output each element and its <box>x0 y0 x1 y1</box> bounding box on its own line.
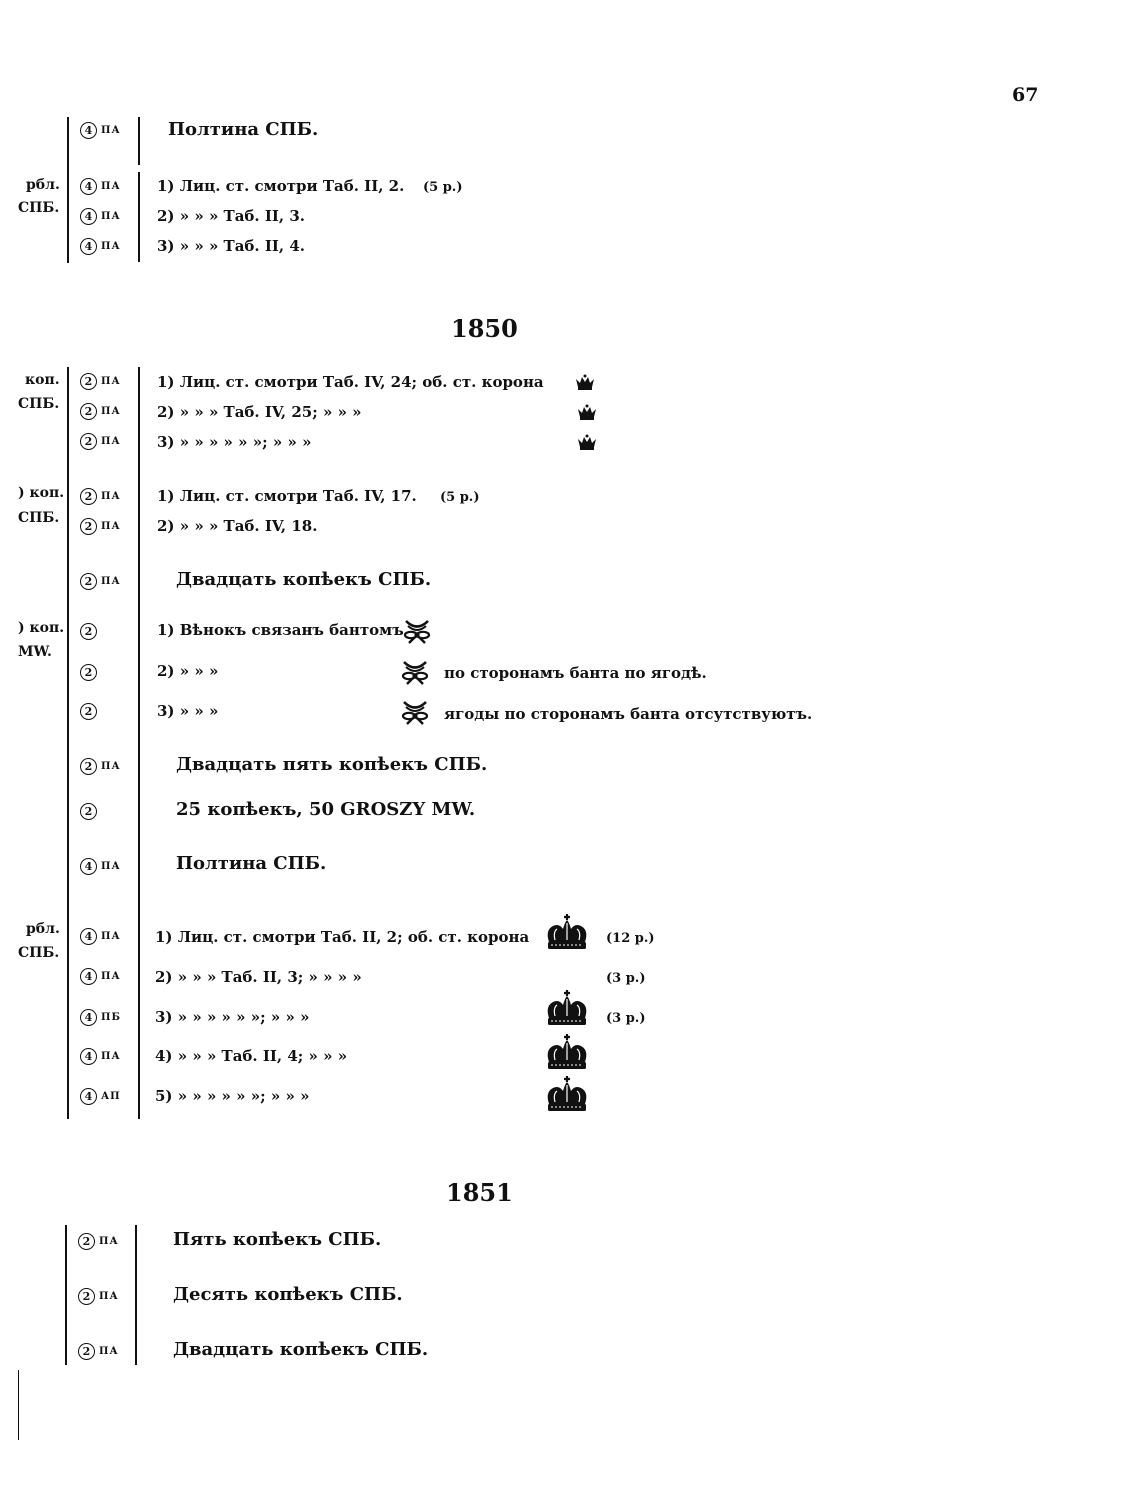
column-rule <box>138 117 140 165</box>
entry-text: 3) » » » <box>157 702 219 720</box>
entry-text: 2) » » » Таб. IV, 25; » » » <box>157 403 362 421</box>
entry-text: Пять копѣекъ СПБ. <box>173 1229 382 1250</box>
column-rule <box>135 1225 137 1365</box>
column-rule <box>65 1225 67 1365</box>
entry-text: Десять копѣекъ СПБ. <box>173 1284 403 1305</box>
entry-text: 3) » » » » » »; » » » <box>155 1008 310 1026</box>
entry-text: 1) Вѣнокъ связанъ бантомъ <box>157 621 404 639</box>
page-number: 67 <box>1012 84 1039 106</box>
denomination-label: рбл. <box>26 921 60 937</box>
mint-badge: 2 ПА <box>80 488 121 505</box>
entry-text: 5) » » » » » »; » » » <box>155 1087 310 1105</box>
column-rule <box>67 117 69 263</box>
mint-label: СПБ. <box>18 200 60 216</box>
entry-text: 2) » » » Таб. IV, 18. <box>157 517 318 535</box>
year-heading: 1850 <box>451 314 518 343</box>
entry-text: Полтина СПБ. <box>168 119 319 140</box>
imperial-crown-icon <box>543 1076 591 1116</box>
entry-text: Двадцать копѣекъ СПБ. <box>173 1339 429 1360</box>
denomination-label: ) коп. <box>18 485 65 501</box>
entry-text: 3) » » » Таб. II, 4. <box>157 237 306 255</box>
mint-badge: 2 ПА <box>78 1288 119 1305</box>
wreath-bow-icon <box>402 618 432 644</box>
rarity-note: (5 р.) <box>440 490 480 505</box>
entry-text: 3) » » » » » »; » » » <box>157 433 312 451</box>
entry-text: 2) » » » Таб. II, 3; » » » » <box>155 968 362 986</box>
column-rule <box>138 172 140 262</box>
mint-badge: 4 АП <box>80 1088 121 1105</box>
mint-badge: 2 ПА <box>80 758 121 775</box>
imperial-crown-icon <box>543 1034 591 1074</box>
rarity-note: (3 р.) <box>606 1011 646 1026</box>
mint-badge: 4 ПА <box>80 122 121 139</box>
wreath-bow-icon <box>400 659 430 685</box>
denomination-label: ) коп. <box>18 620 65 636</box>
mint-badge: 2 ПА <box>80 433 121 450</box>
entry-text: 1) Лиц. ст. смотри Таб. IV, 17. <box>157 487 417 505</box>
mint-badge: 4 ПА <box>80 208 121 225</box>
mint-label: СПБ. <box>18 945 60 961</box>
mint-badge: 2 <box>80 803 97 820</box>
entry-text: Полтина СПБ. <box>176 853 327 874</box>
mint-badge: 4 ПА <box>80 968 121 985</box>
year-heading: 1851 <box>446 1178 513 1207</box>
denomination-label: рбл. <box>26 177 60 193</box>
mint-badge: 4 ПА <box>80 178 121 195</box>
wreath-bow-icon <box>400 699 430 725</box>
entry-text-tail: ягоды по сторонамъ банта отсутствуютъ. <box>444 705 813 723</box>
mint-badge: 4 ПА <box>80 928 121 945</box>
margin-mark <box>18 1370 19 1440</box>
entry-text: 1) Лиц. ст. смотри Таб. IV, 24; об. ст. корона <box>157 373 544 391</box>
denomination-label: коп. <box>25 372 60 388</box>
mint-badge: 2 ПА <box>78 1233 119 1250</box>
mint-badge: 4 ПА <box>80 238 121 255</box>
entry-text: 25 копѣекъ, 50 GROSZY MW. <box>176 799 476 820</box>
entry-text: 1) Лиц. ст. смотри Таб. II, 2; об. ст. корона <box>155 928 530 946</box>
crown-icon <box>577 434 597 450</box>
mint-badge: 4 ПА <box>80 858 121 875</box>
mint-badge: 2 ПА <box>80 373 121 390</box>
mint-badge: 2 ПА <box>78 1343 119 1360</box>
rarity-note: (3 р.) <box>606 971 646 986</box>
mint-badge: 2 <box>80 623 97 640</box>
mint-badge: 4 ПА <box>80 1048 121 1065</box>
column-rule <box>67 367 69 1119</box>
mint-label: MW. <box>18 644 52 660</box>
entry-text: Двадцать копѣекъ СПБ. <box>176 569 432 590</box>
imperial-crown-icon <box>543 990 591 1030</box>
entry-text: 2) » » » <box>157 662 219 680</box>
mint-badge: 2 ПА <box>80 518 121 535</box>
mint-label: СПБ. <box>18 510 60 526</box>
mint-badge: 4 ПБ <box>80 1009 121 1026</box>
entry-text: 4) » » » Таб. II, 4; » » » <box>155 1047 348 1065</box>
entry-text: 1) Лиц. ст. смотри Таб. II, 2. <box>157 177 405 195</box>
entry-text-tail: по сторонамъ банта по ягодѣ. <box>444 664 707 682</box>
crown-icon <box>575 374 595 390</box>
rarity-note: (5 р.) <box>423 180 463 195</box>
mint-label: СПБ. <box>18 396 60 412</box>
entry-text: Двадцать пять копѣекъ СПБ. <box>176 754 488 775</box>
mint-badge: 2 <box>80 703 97 720</box>
entry-text: 2) » » » Таб. II, 3. <box>157 207 306 225</box>
mint-badge: 2 ПА <box>80 573 121 590</box>
mint-badge: 2 <box>80 664 97 681</box>
column-rule <box>138 367 140 1119</box>
rarity-note: (12 р.) <box>606 931 655 946</box>
crown-icon <box>577 404 597 420</box>
imperial-crown-icon <box>543 914 591 954</box>
mint-badge: 2 ПА <box>80 403 121 420</box>
